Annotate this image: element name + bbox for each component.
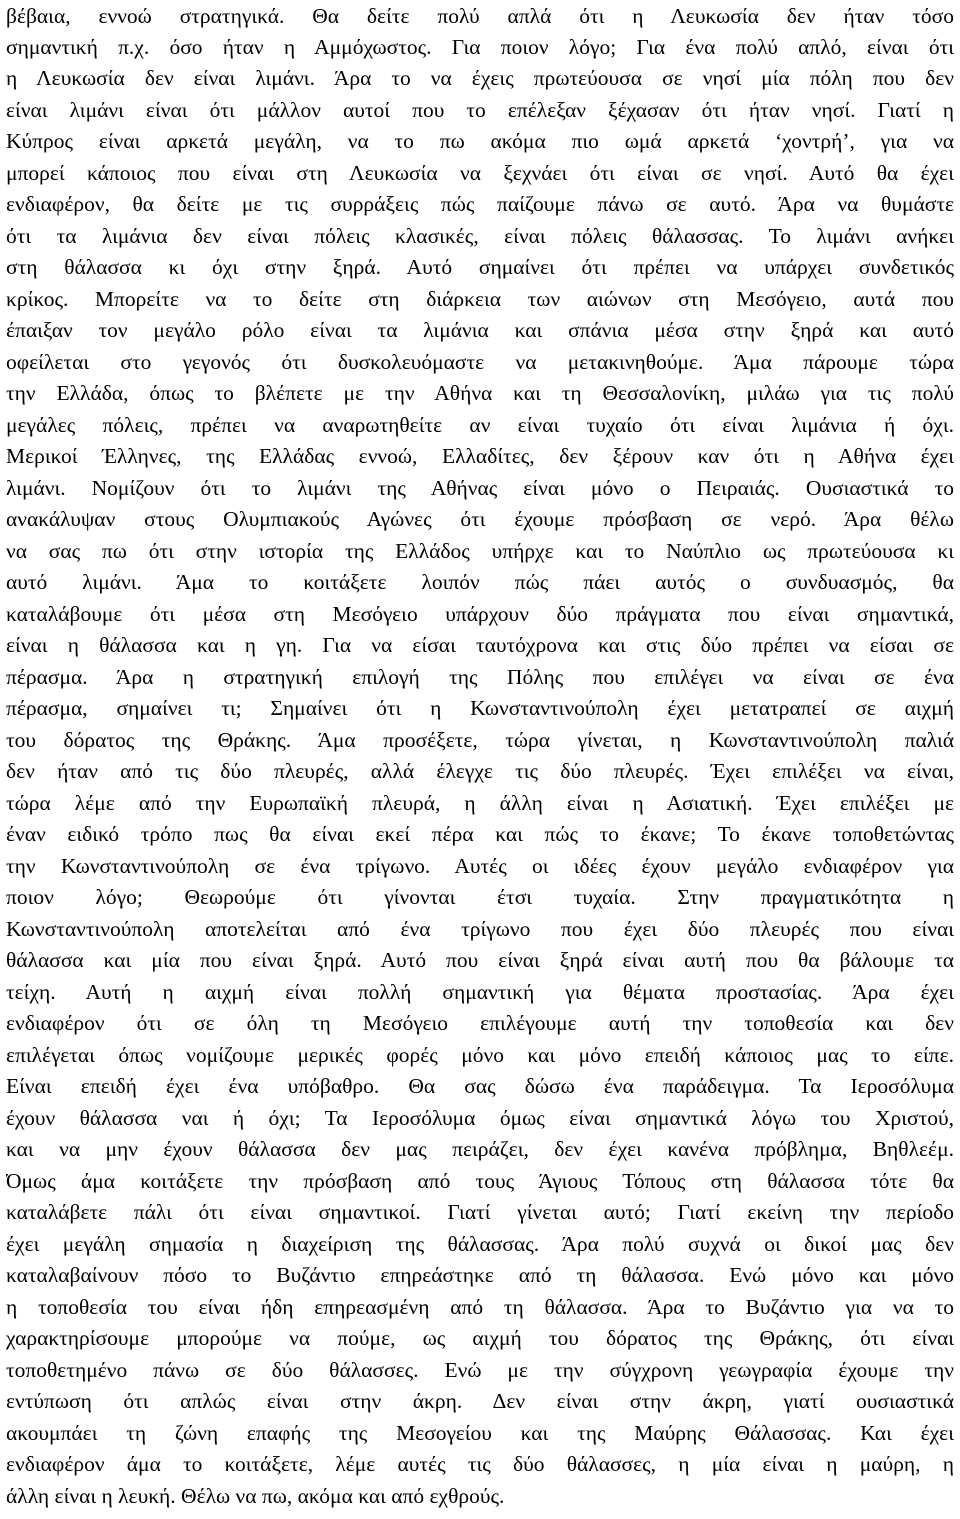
text-line: είναι λιμάνι είναι ότι μάλλον αυτοί που το επέλεξαν ξέχασαν ότι ήταν νησί. Γιατί η (6, 98, 954, 122)
text-line: στη θάλασσα κι όχι στην ξηρά. Αυτό σημαίνει ότι πρέπει να υπάρχει συνδετικός (6, 255, 954, 279)
text-line: Όμως άμα κοιτάξετε την πρόσβαση από τους Άγιους Τόπους στη θάλασσα τότε θα (6, 1169, 954, 1193)
text-line: Κωνσταντινούπολη αποτελείται από ένα τρίγωνο που έχει δύο πλευρές που είναι (6, 917, 954, 941)
text-line: ότι τα λιμάνια δεν είναι πόλεις κλασικές, είναι πόλεις θάλασσας. Το λιμάνι ανήκει (6, 224, 954, 248)
text-line: ενδιαφέρον άμα το κοιτάξετε, λέμε αυτές τις δύο θάλασσες, η μία είναι η μαύρη, η (6, 1452, 954, 1476)
text-line: ενδιαφέρον, θα δείτε με τις συρράξεις πώς παίζουμε πάνω σε αυτό. Άρα να θυμάστε (6, 192, 954, 216)
text-line: τείχη. Αυτή η αιχμή είναι πολλή σημαντική για θέματα προστασίας. Άρα έχει (6, 980, 954, 1004)
text-line: τοποθετημένο πάνω σε δύο θάλασσες. Ενώ με την σύγχρονη γεωγραφία έχουμε την (6, 1358, 954, 1382)
text-line: άλλη είναι η λευκή. Θέλω να πω, ακόμα και από εχθρούς. (6, 1484, 505, 1508)
text-line: έπαιξαν τον μεγάλο ρόλο είναι τα λιμάνια και σπάνια μέσα στην ξηρά και αυτό (6, 318, 954, 342)
text-line: κρίκος. Μπορείτε να το δείτε στη διάρκεια των αιώνων στη Μεσόγειο, αυτά που (6, 287, 954, 311)
text-line: είναι η θάλασσα και η γη. Για να είσαι ταυτόχρονα και στις δύο πρέπει να είσαι σε (6, 633, 954, 657)
text-line: μπορεί κάποιος που είναι στη Λευκωσία να ξεχνάει ότι είναι σε νησί. Αυτό θα έχει (6, 161, 954, 185)
text-line: μεγάλες πόλεις, πρέπει να αναρωτηθείτε αν είναι τυχαίο ότι είναι λιμάνια ή όχι. (6, 413, 954, 437)
text-line: θάλασσα και μία που είναι ξηρά. Αυτό που είναι ξηρά είναι αυτή που θα βάλουμε τα (6, 948, 954, 972)
text-line: τώρα λέμε από την Ευρωπαϊκή πλευρά, η άλλη είναι η Ασιατική. Έχει επιλέξει με (6, 791, 954, 815)
text-line: έχει μεγάλη σημασία η διαχείριση της θάλασσας. Άρα πολύ συχνά οι δικοί μας δεν (6, 1232, 954, 1256)
text-line: ακουμπάει τη ζώνη επαφής της Μεσογείου και της Μαύρης Θάλασσας. Και έχει (6, 1421, 954, 1445)
text-line: δεν ήταν από τις δύο πλευρές, αλλά έλεγχε τις δύο πλευρές. Έχει επιλέξει να είναι, (6, 759, 954, 783)
text-line: εντύπωση ότι απλώς είναι στην άκρη. Δεν είναι στην άκρη, γιατί ουσιαστικά (6, 1389, 954, 1413)
text-line: του δόρατος της Θράκης. Άμα προσέξετε, τώρα γίνεται, η Κωνσταντινούπολη παλιά (6, 728, 954, 752)
text-line: να σας πω ότι στην ιστορία της Ελλάδος υπήρχε και το Ναύπλιο ως πρωτεύουσα κι (6, 539, 954, 563)
text-line: έναν ειδικό τρόπο πως θα είναι εκεί πέρα και πώς το έκανε; Το έκανε τοποθετώντας (6, 822, 954, 846)
text-line: την Ελλάδα, όπως το βλέπετε με την Αθήνα και τη Θεσσαλονίκη, μιλάω για τις πολύ (6, 381, 954, 405)
text-line: σημαντική π.χ. όσο ήταν η Αμμόχωστος. Για ποιον λόγο; Για ένα πολύ απλό, είναι ότι (6, 35, 954, 59)
text-line: την Κωνσταντινούπολη σε ένα τρίγωνο. Αυτές οι ιδέες έχουν μεγάλο ενδιαφέρον για (6, 854, 954, 878)
text-line: πέρασμα. Άρα η στρατηγική επιλογή της Πόλης που επιλέγει να είναι σε ένα (6, 665, 954, 689)
text-line: λιμάνι. Νομίζουν ότι το λιμάνι της Αθήνας είναι μόνο ο Πειραιάς. Ουσιαστικά το (6, 476, 954, 500)
text-line: χαρακτηρίσουμε μπορούμε να πούμε, ως αιχμή του δόρατος της Θράκης, ότι είναι (6, 1326, 954, 1350)
text-line: ενδιαφέρον ότι σε όλη τη Μεσόγειο επιλέγουμε αυτή την τοποθεσία και δεν (6, 1011, 954, 1035)
text-line: και να μην έχουν θάλασσα δεν μας πειράζει, δεν έχει κανένα πρόβλημα, Βηθλεέμ. (6, 1137, 954, 1161)
text-line: Μερικοί Έλληνες, της Ελλάδας εννοώ, Ελλαδίτες, δεν ξέρουν καν ότι η Αθήνα έχει (6, 444, 954, 468)
text-line: Κύπρος είναι αρκετά μεγάλη, να το πω ακόμα πιο ωμά αρκετά ‘χοντρή’, για να (6, 129, 954, 153)
text-line: επιλέγεται όπως νομίζουμε μερικές φορές μόνο και μόνο επειδή κάποιος μας το είπε. (6, 1043, 954, 1067)
text-line: αυτό λιμάνι. Άμα το κοιτάξετε λοιπόν πώς πάει αυτός ο συνδυασμός, θα (6, 570, 954, 594)
text-line: ανακάλυψαν στους Ολυμπιακούς Αγώνες ότι έχουμε πρόσβαση σε νερό. Άρα θέλω (6, 507, 954, 531)
text-line: καταλάβουμε ότι μέσα στη Μεσόγειο υπάρχουν δύο πράγματα που είναι σημαντικά, (6, 602, 954, 626)
document-page (6, 0, 954, 1519)
text-line: βέβαια, εννοώ στρατηγικά. Θα δείτε πολύ απλά ότι η Λευκωσία δεν ήταν τόσο (6, 4, 954, 28)
text-line: η Λευκωσία δεν είναι λιμάνι. Άρα το να έχεις πρωτεύουσα σε νησί μία πόλη που δεν (6, 66, 954, 90)
text-line: οφείλεται στο γεγονός ότι δυσκολευόμαστε να μετακινηθούμε. Άμα πάρουμε τώρα (6, 350, 954, 374)
text-line: έχουν θάλασσα ναι ή όχι; Τα Ιεροσόλυμα όμως είναι σημαντικά λόγω του Χριστού, (6, 1106, 954, 1130)
text-line: καταλαβαίνουν πόσο το Βυζάντιο επηρεάστηκε από τη θάλασσα. Ενώ μόνο και μόνο (6, 1263, 954, 1287)
text-line: καταλάβετε πάλι ότι είναι σημαντικοί. Γιατί γίνεται αυτό; Γιατί εκείνη την περίοδο (6, 1200, 954, 1224)
text-line: πέρασμα, σημαίνει τι; Σημαίνει ότι η Κωνσταντινούπολη έχει μετατραπεί σε αιχμή (6, 696, 954, 720)
text-line: Είναι επειδή έχει ένα υπόβαθρο. Θα σας δώσω ένα παράδειγμα. Τα Ιεροσόλυμα (6, 1074, 954, 1098)
text-line: ποιον λόγο; Θεωρούμε ότι γίνονται έτσι τυχαία. Στην πραγματικότητα η (6, 885, 954, 909)
text-line: η τοποθεσία του είναι ήδη επηρεασμένη από τη θάλασσα. Άρα το Βυζάντιο για να το (6, 1295, 954, 1319)
